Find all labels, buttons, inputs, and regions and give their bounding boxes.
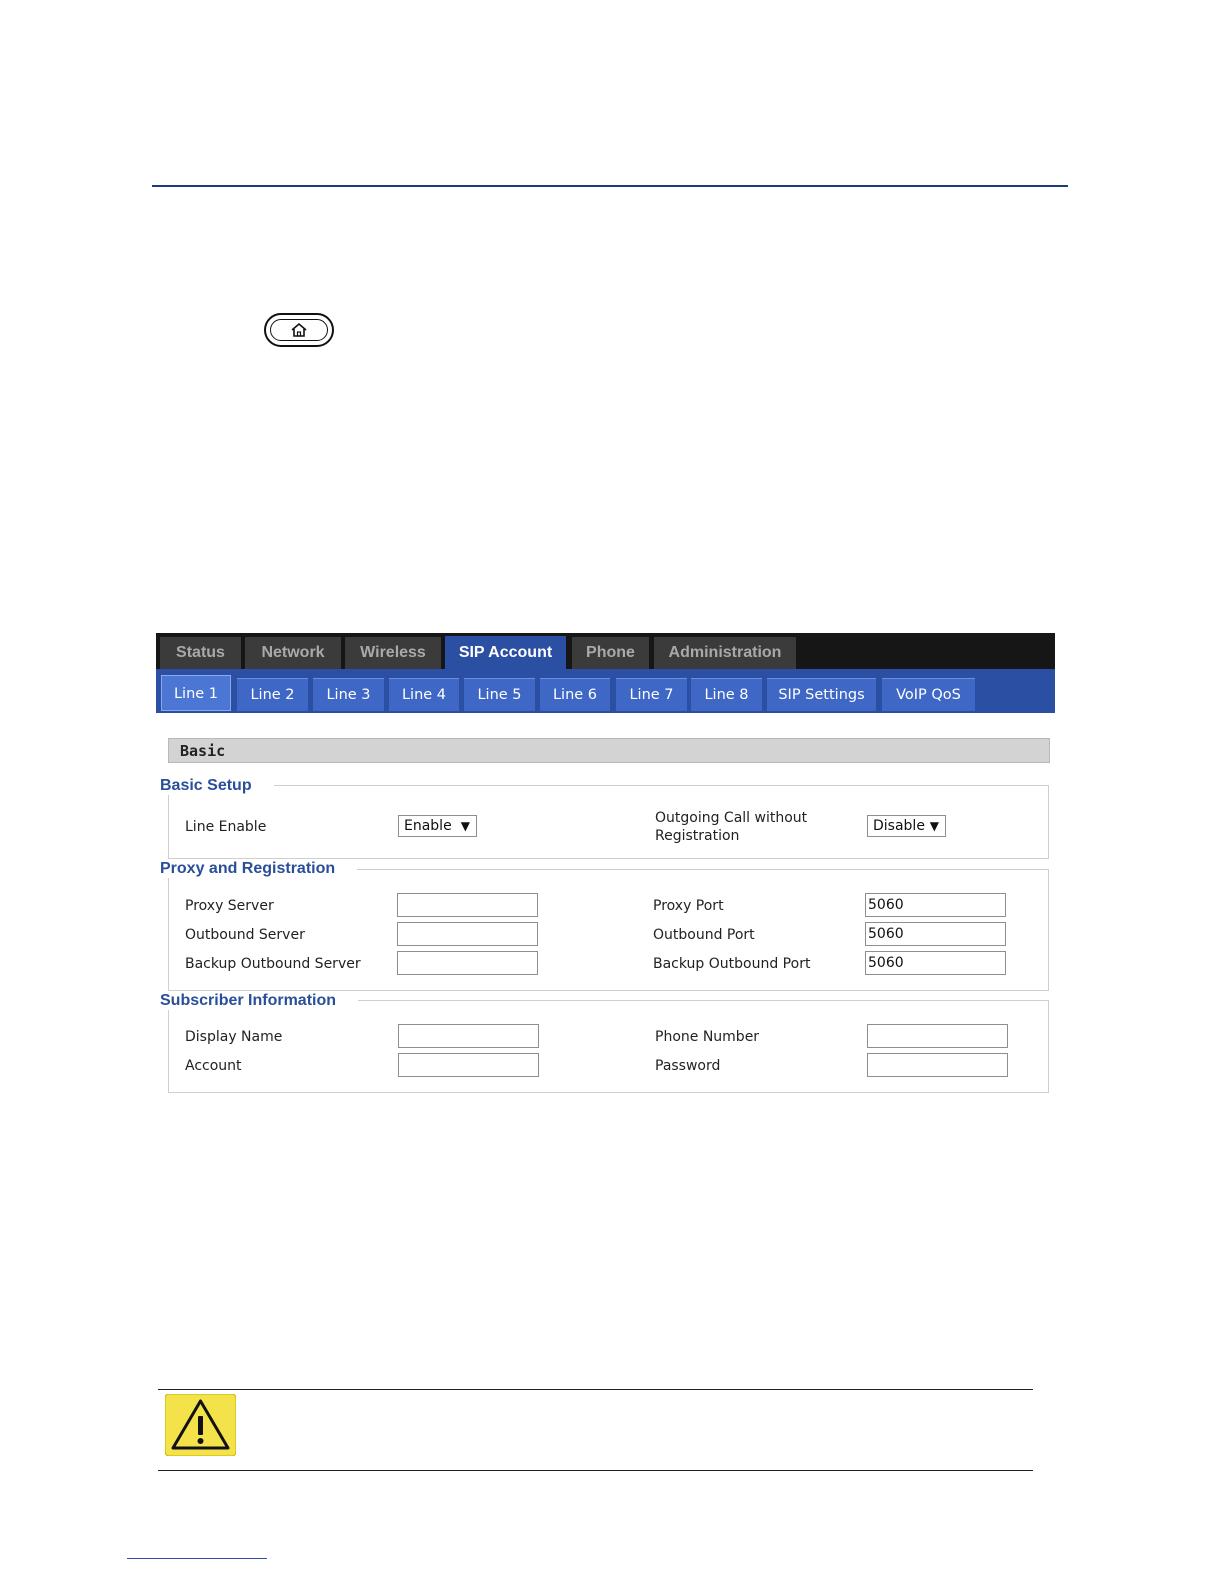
- tab-administration[interactable]: Administration: [654, 637, 796, 669]
- account-label: Account: [185, 1058, 242, 1074]
- subtab-line-4[interactable]: Line 4: [389, 678, 459, 711]
- main-nav: [156, 633, 1055, 669]
- backup-outbound-server-input[interactable]: [397, 951, 538, 975]
- proxy-port-input[interactable]: 5060: [865, 893, 1006, 917]
- backup-outbound-port-input[interactable]: 5060: [865, 951, 1006, 975]
- subtab-sip-settings[interactable]: SIP Settings: [767, 678, 876, 711]
- basic-setup-title: Basic Setup: [160, 777, 274, 795]
- outgoing-call-label: Outgoing Call without Registration: [655, 810, 808, 844]
- password-input[interactable]: [867, 1053, 1008, 1077]
- caution-bottom-rule: [158, 1470, 1033, 1471]
- subtab-line-5[interactable]: Line 5: [464, 678, 535, 711]
- subtab-line-2[interactable]: Line 2: [237, 678, 308, 711]
- panel-title-bar: Basic: [168, 738, 1050, 763]
- tab-phone[interactable]: Phone: [572, 637, 649, 669]
- proxy-server-input[interactable]: [397, 893, 538, 917]
- subtab-voip-qos[interactable]: VoIP QoS: [882, 678, 975, 711]
- subtab-line-6[interactable]: Line 6: [540, 678, 610, 711]
- dropdown-arrow-icon: ▼: [929, 819, 939, 833]
- phone-number-input[interactable]: [867, 1024, 1008, 1048]
- subtab-line-3[interactable]: Line 3: [313, 678, 384, 711]
- subtab-line-8[interactable]: Line 8: [691, 678, 762, 711]
- backup-outbound-port-label: Backup Outbound Port: [653, 956, 811, 972]
- proxy-server-label: Proxy Server: [185, 898, 274, 914]
- subtab-line-7[interactable]: Line 7: [616, 678, 687, 711]
- dropdown-arrow-icon: ▼: [460, 819, 470, 833]
- footer-link-underline: [127, 1558, 267, 1559]
- tab-wireless[interactable]: Wireless: [345, 637, 441, 669]
- proxy-registration-title: Proxy and Registration: [160, 860, 357, 878]
- tab-sip-account[interactable]: SIP Account: [445, 636, 566, 670]
- subscriber-info-title: Subscriber Information: [160, 992, 358, 1010]
- home-key-button: [264, 313, 334, 347]
- password-label: Password: [655, 1058, 721, 1074]
- phone-number-label: Phone Number: [655, 1029, 760, 1045]
- display-name-label: Display Name: [185, 1029, 283, 1045]
- line-enable-label: Line Enable: [185, 819, 267, 835]
- tab-status[interactable]: Status: [160, 637, 241, 669]
- account-input[interactable]: [398, 1053, 539, 1077]
- subtab-line-1[interactable]: Line 1: [161, 675, 231, 711]
- backup-outbound-server-label: Backup Outbound Server: [185, 956, 361, 972]
- proxy-port-label: Proxy Port: [653, 898, 724, 914]
- display-name-input[interactable]: [398, 1024, 539, 1048]
- warning-icon: [165, 1394, 236, 1456]
- outbound-port-label: Outbound Port: [653, 927, 755, 943]
- home-icon: [290, 322, 308, 338]
- tab-network[interactable]: Network: [245, 637, 341, 669]
- web-ui-screenshot: [156, 633, 1055, 713]
- header-rule: [152, 185, 1068, 187]
- sub-nav: [156, 669, 1055, 713]
- outbound-port-input[interactable]: 5060: [865, 922, 1006, 946]
- outbound-server-input[interactable]: [397, 922, 538, 946]
- outbound-server-label: Outbound Server: [185, 927, 305, 943]
- caution-top-rule: [158, 1389, 1033, 1390]
- line-enable-select[interactable]: Enable ▼: [398, 815, 477, 837]
- outgoing-call-select[interactable]: Disable ▼: [867, 815, 946, 837]
